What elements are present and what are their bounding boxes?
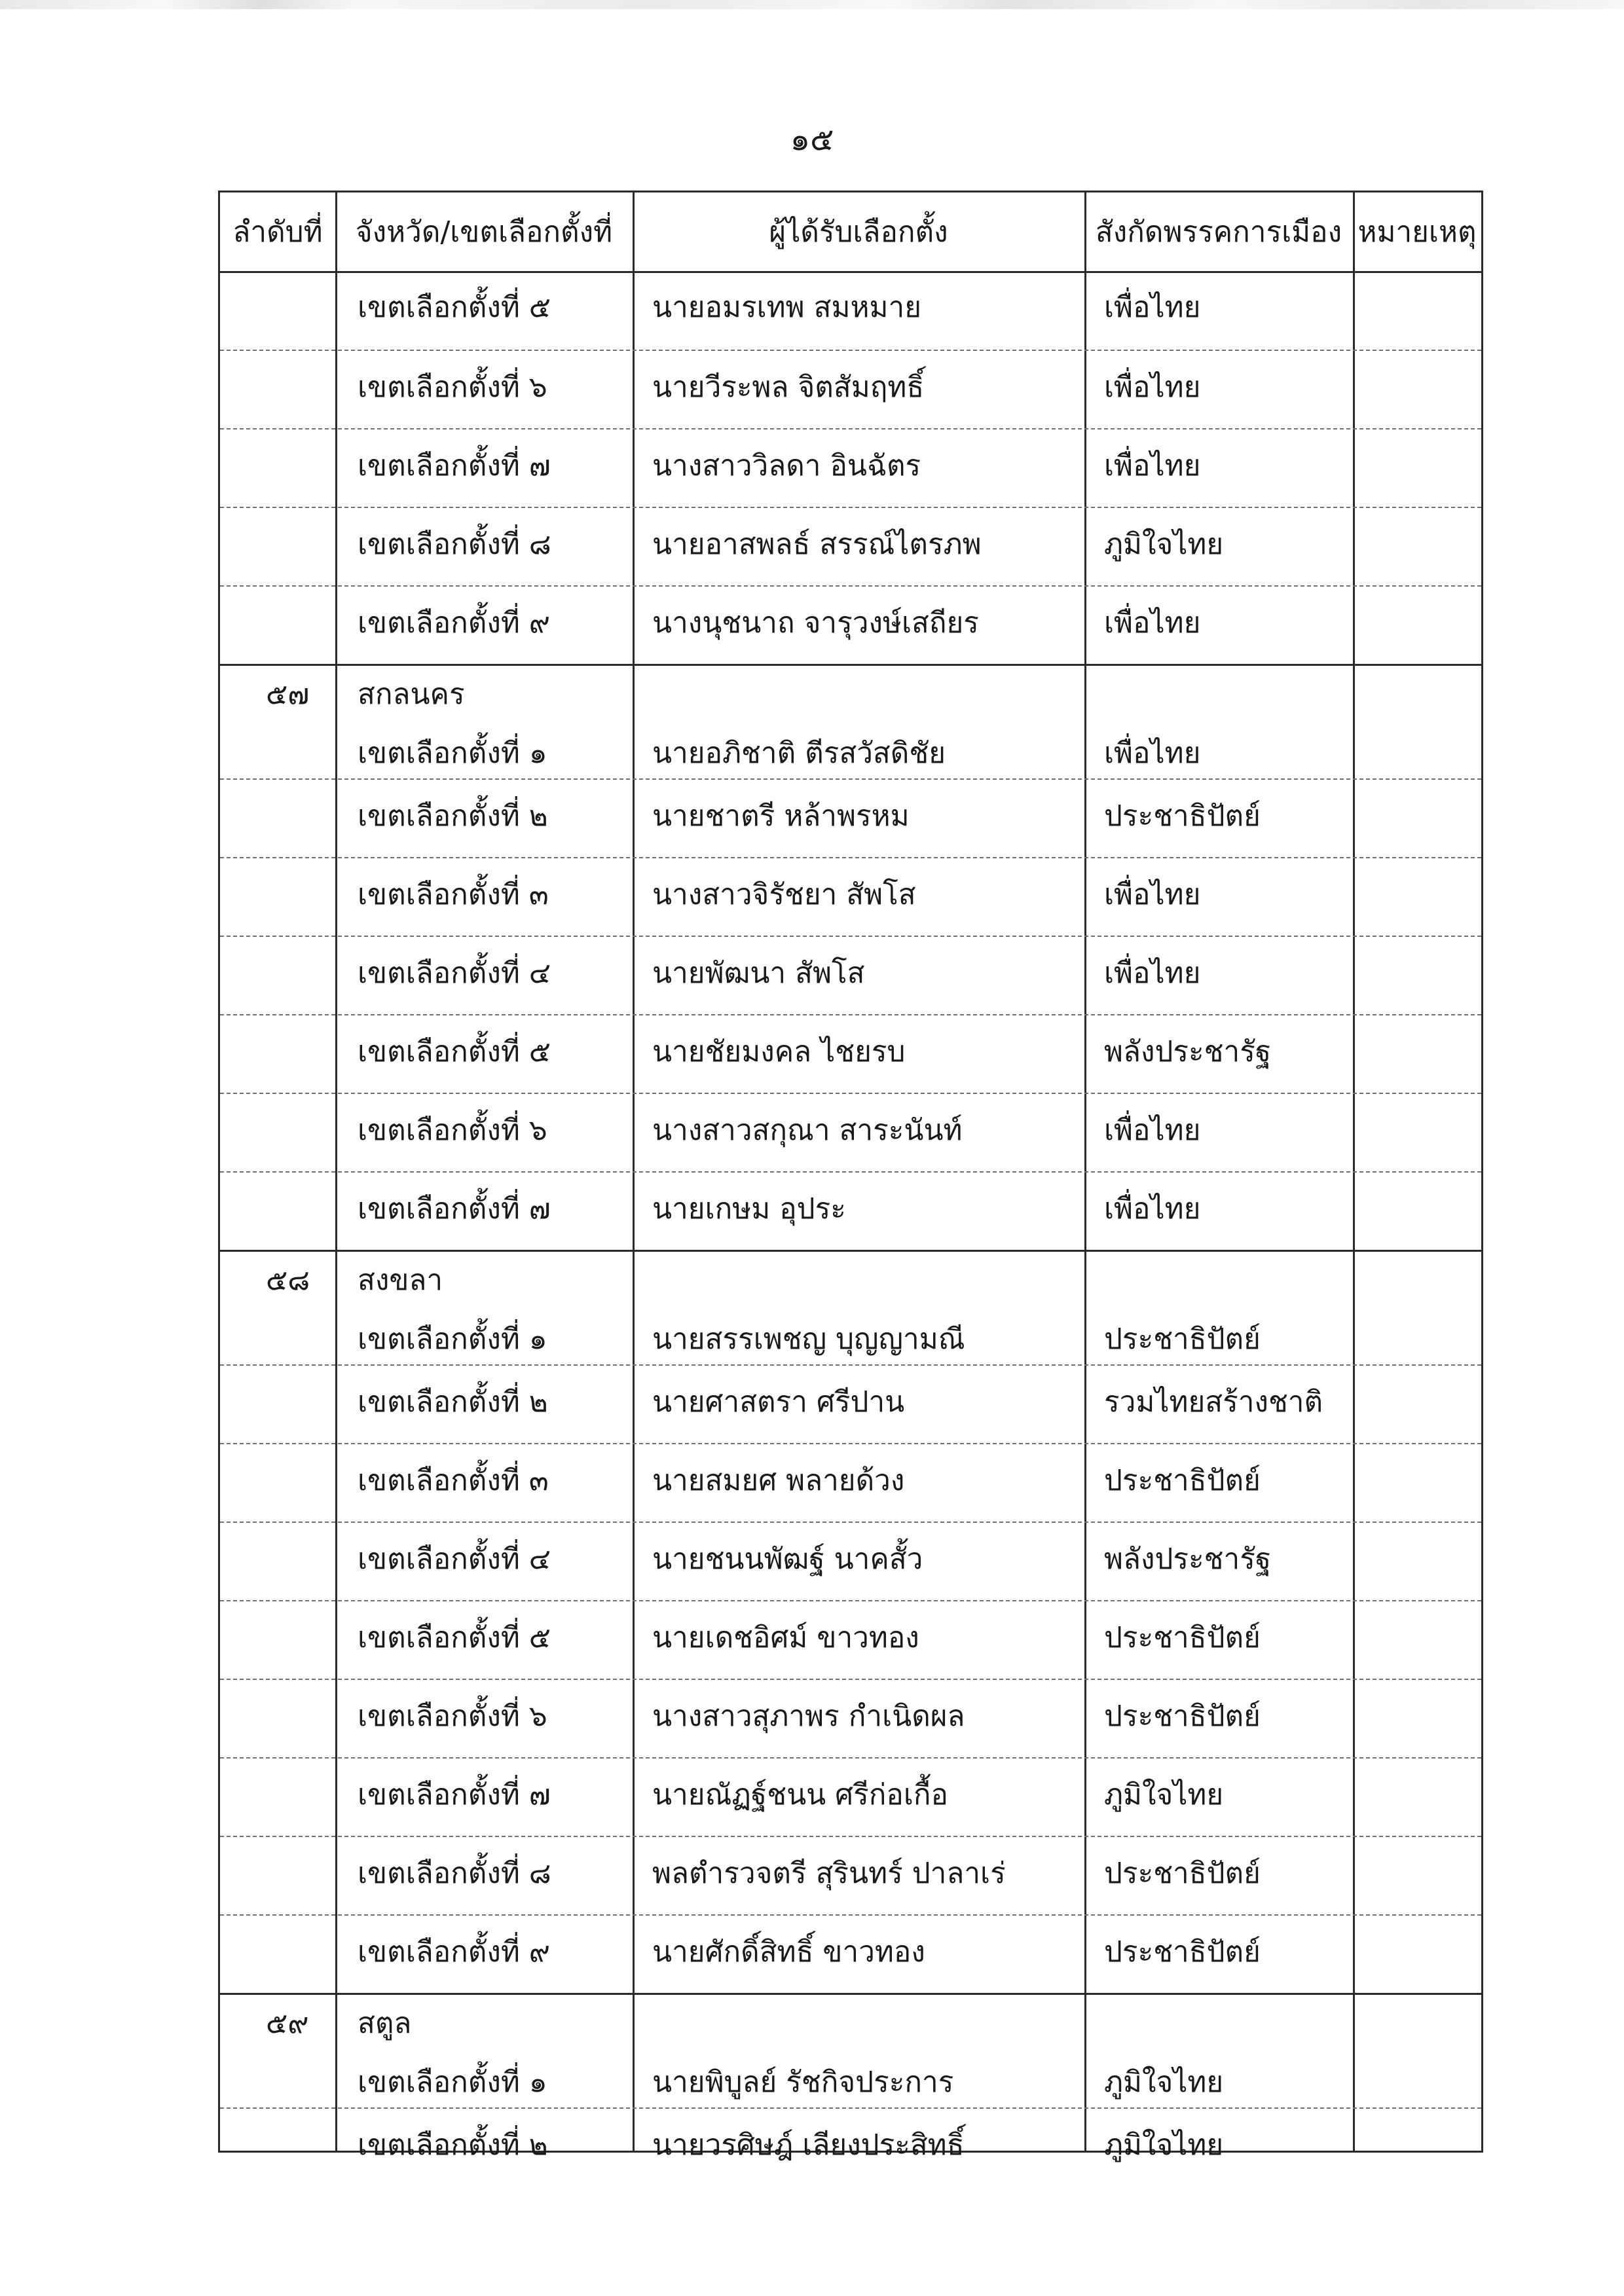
row-winner: นายวีระพล จิตสัมฤทธิ์ — [652, 371, 925, 404]
scan-edge-artifact — [0, 0, 1624, 9]
row-winner: นายอภิชาติ ตีรสวัสดิชัย — [652, 737, 946, 770]
row-district: เขตเลือกตั้งที่ ๕ — [358, 291, 551, 324]
table-row — [220, 350, 1481, 429]
table-row — [220, 1093, 1481, 1173]
table-row — [220, 1679, 1481, 1758]
row-district: เขตเลือกตั้งที่ ๙ — [358, 1935, 551, 1969]
row-winner: นายวรศิษฎ์ เลียงประสิทธิ์ — [652, 2128, 965, 2162]
table-row — [220, 1443, 1481, 1523]
row-seq: ๕๗ — [266, 678, 310, 711]
row-party: เพื่อไทย — [1104, 1114, 1201, 1147]
table-row — [220, 585, 1481, 665]
table-row — [220, 857, 1481, 937]
row-district: เขตเลือกตั้งที่ ๑ — [358, 2066, 547, 2099]
row-winner: นายณัฏฐ์ชนน ศรีก่อเกื้อ — [652, 1778, 948, 1812]
row-district: เขตเลือกตั้งที่ ๘ — [358, 528, 551, 561]
row-province: สงขลา — [358, 1264, 443, 1297]
row-district: เขตเลือกตั้งที่ ๗ — [358, 449, 551, 483]
row-district: เขตเลือกตั้งที่ ๑ — [358, 1322, 547, 1356]
row-party: ประชาธิปัตย์ — [1104, 1857, 1261, 1890]
row-district: เขตเลือกตั้งที่ ๔ — [358, 957, 551, 990]
row-party: เพื่อไทย — [1104, 291, 1201, 324]
row-winner: นายศาสตรา ศรีปาน — [652, 1385, 905, 1419]
row-party: เพื่อไทย — [1104, 449, 1201, 483]
row-winner: นายชัยมงคล ไชยรบ — [652, 1035, 906, 1068]
row-winner: นายศักดิ์สิทธิ์ ขาวทอง — [652, 1935, 925, 1969]
row-party: ประชาธิปัตย์ — [1104, 1621, 1261, 1654]
row-seq: ๕๘ — [266, 1264, 310, 1297]
row-province: สตูล — [358, 2007, 412, 2040]
row-winner: นายสมยศ พลายด้วง — [652, 1464, 905, 1497]
table-row — [220, 1171, 1481, 1251]
row-winner: พลตำรวจตรี สุรินทร์ ปาลาเร่ — [652, 1857, 1006, 1890]
row-party: ประชาธิปัตย์ — [1104, 1322, 1261, 1356]
table-row — [220, 1364, 1481, 1444]
table-row — [220, 1914, 1481, 1994]
row-district: เขตเลือกตั้งที่ ๖ — [358, 1700, 547, 1733]
row-winner: นางสาวสุภาพร กำเนิดผล — [652, 1700, 965, 1733]
row-winner: นายสรรเพชญ บุญญามณี — [652, 1322, 965, 1356]
row-winner: นางสาวจิรัชยา สัพโส — [652, 878, 916, 911]
row-district: เขตเลือกตั้งที่ ๔ — [358, 1542, 551, 1576]
row-party: ภูมิใจไทย — [1104, 2128, 1224, 2162]
row-party: เพื่อไทย — [1104, 371, 1201, 404]
table-row — [220, 1250, 1481, 1366]
table-row — [220, 507, 1481, 587]
row-party: ภูมิใจไทย — [1104, 1778, 1224, 1812]
row-winner: นางสาววิลดา อินฉัตร — [652, 449, 921, 483]
table-row — [220, 778, 1481, 858]
table-row — [220, 1993, 1481, 2109]
table-row — [220, 1522, 1481, 1601]
table-body — [220, 271, 1481, 2162]
row-district: เขตเลือกตั้งที่ ๖ — [358, 371, 547, 404]
row-district: เขตเลือกตั้งที่ ๗ — [358, 1778, 551, 1812]
row-district: เขตเลือกตั้งที่ ๕ — [358, 1035, 551, 1068]
row-party: ประชาธิปัตย์ — [1104, 1700, 1261, 1733]
page-number: ๑๕ — [790, 121, 834, 158]
row-winner: นายเกษม อุประ — [652, 1192, 846, 1226]
row-winner: นายพัฒนา สัพโส — [652, 957, 865, 990]
table-row — [220, 1836, 1481, 1916]
row-winner: นางนุชนาถ จารุวงษ์เสถียร — [652, 606, 979, 640]
row-district: เขตเลือกตั้งที่ ๕ — [358, 1621, 551, 1654]
table-row — [220, 1600, 1481, 1680]
row-party: ประชาธิปัตย์ — [1104, 799, 1261, 833]
row-party: ประชาธิปัตย์ — [1104, 1464, 1261, 1497]
row-party: ภูมิใจไทย — [1104, 528, 1224, 561]
row-province: สกลนคร — [358, 678, 465, 711]
table-row — [220, 936, 1481, 1015]
header-note: หมายเหตุ — [1357, 215, 1477, 249]
header-seq: ลำดับที่ — [232, 215, 323, 249]
row-district: เขตเลือกตั้งที่ ๖ — [358, 1114, 547, 1147]
table-row — [220, 2107, 1481, 2187]
row-winner: นายพิบูลย์ รัชกิจประการ — [652, 2066, 954, 2099]
table-row — [220, 1014, 1481, 1094]
row-winner: นายชนนพัฒฐ์ นาคสั้ว — [652, 1542, 923, 1576]
row-party: เพื่อไทย — [1104, 957, 1201, 990]
results-table — [218, 191, 1483, 2162]
row-party: รวมไทยสร้างชาติ — [1104, 1385, 1323, 1419]
row-winner: นายอาสพลธ์ สรรณ์ไตรภพ — [652, 528, 982, 561]
header-party: สังกัดพรรคการเมือง — [1095, 215, 1342, 249]
row-district: เขตเลือกตั้งที่ ๒ — [358, 1385, 548, 1419]
row-seq: ๕๙ — [266, 2007, 309, 2040]
row-district: เขตเลือกตั้งที่ ๗ — [358, 1192, 551, 1226]
table-row — [220, 1757, 1481, 1837]
row-party: พลังประชารัฐ — [1104, 1035, 1272, 1068]
header-winner: ผู้ได้รับเลือกตั้ง — [769, 215, 948, 249]
row-party: เพื่อไทย — [1104, 606, 1201, 640]
row-winner: นางสาวสกุณา สาระนันท์ — [652, 1114, 963, 1147]
row-party: เพื่อไทย — [1104, 878, 1201, 911]
row-district: เขตเลือกตั้งที่ ๘ — [358, 1857, 551, 1890]
table-row — [220, 428, 1481, 508]
table-row — [220, 664, 1481, 780]
header-district: จังหวัด/เขตเลือกตั้งที่ — [355, 215, 613, 249]
row-party: เพื่อไทย — [1104, 737, 1201, 770]
row-winner: นายชาตรี หล้าพรหม — [652, 799, 910, 833]
row-district: เขตเลือกตั้งที่ ๑ — [358, 737, 547, 770]
row-party: พลังประชารัฐ — [1104, 1542, 1272, 1576]
table-row — [220, 271, 1481, 350]
row-party: ประชาธิปัตย์ — [1104, 1935, 1261, 1969]
row-district: เขตเลือกตั้งที่ ๒ — [358, 799, 548, 833]
row-district: เขตเลือกตั้งที่ ๙ — [358, 606, 551, 640]
row-party: ภูมิใจไทย — [1104, 2066, 1224, 2099]
row-winner: นายอมรเทพ สมหมาย — [652, 291, 922, 324]
row-district: เขตเลือกตั้งที่ ๓ — [358, 1464, 549, 1497]
row-district: เขตเลือกตั้งที่ ๒ — [358, 2128, 548, 2162]
row-district: เขตเลือกตั้งที่ ๓ — [358, 878, 549, 911]
row-party: เพื่อไทย — [1104, 1192, 1201, 1226]
row-winner: นายเดชอิศม์ ขาวทอง — [652, 1621, 919, 1654]
